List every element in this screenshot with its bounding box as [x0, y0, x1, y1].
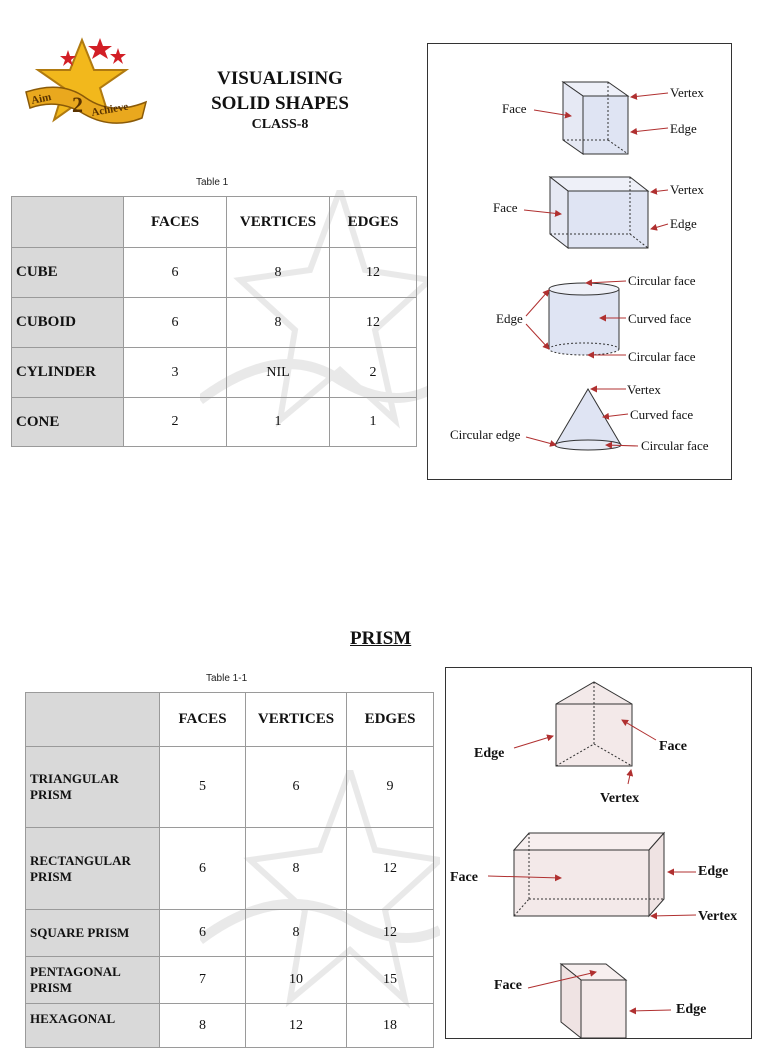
cylinder-circular-face-top-label: Circular face [628, 273, 696, 288]
cell-edges: 12 [347, 910, 434, 957]
cuboid-vertex-label: Vertex [670, 182, 704, 197]
cone-circular-edge-label: Circular edge [450, 427, 521, 442]
logo-text-achieve: Achieve [90, 100, 130, 119]
cone-diagram [450, 382, 709, 453]
rectangular-prism-vertex-label: Vertex [698, 909, 738, 924]
cell-edges: 18 [347, 1004, 434, 1048]
rectangular-prism-diagram [450, 833, 737, 924]
table-row [12, 398, 417, 447]
row-label-line2: PRISM [30, 787, 72, 802]
cube-edge-label: Edge [670, 121, 697, 136]
logo-text-two: 2 [72, 92, 83, 117]
table2-caption: Table 1-1 [206, 673, 248, 684]
row-label-cone: CONE [12, 398, 124, 447]
table-row [26, 910, 434, 957]
rectangular-prism-edge-label: Edge [698, 864, 729, 879]
row-label-cuboid: CUBOID [12, 298, 124, 348]
prism-section-heading: PRISM [350, 628, 412, 649]
table2-header-vertices: VERTICES [246, 693, 347, 747]
cylinder-diagram [496, 273, 696, 364]
row-label-line1: TRIANGULAR [30, 771, 119, 786]
table1-header-vertices: VERTICES [227, 197, 330, 248]
cell-faces: 6 [124, 248, 227, 298]
cell-vertices: 1 [227, 398, 330, 447]
table2-header-faces: FACES [160, 693, 246, 747]
cone-vertex-label: Vertex [627, 382, 661, 397]
cylinder-edge-label: Edge [496, 311, 523, 326]
row-label-line1: HEXAGONAL [30, 1011, 116, 1026]
cuboid-edge-label: Edge [670, 216, 697, 231]
square-prism-diagram [494, 964, 706, 1038]
cube-face-label: Face [502, 101, 527, 116]
cell-faces: 5 [160, 747, 246, 828]
cell-edges: 12 [330, 248, 417, 298]
cell-vertices: 8 [246, 828, 347, 910]
table-row [12, 298, 417, 348]
cell-edges: 9 [347, 747, 434, 828]
cell-vertices: 12 [246, 1004, 347, 1048]
row-label-line1: PENTAGONAL [30, 964, 121, 979]
cell-vertices: 8 [246, 910, 347, 957]
aim2achieve-logo [22, 32, 152, 132]
cell-faces: 7 [160, 957, 246, 1004]
cell-edges: 12 [330, 298, 417, 348]
cell-vertices: 10 [246, 957, 347, 1004]
solids-table [11, 196, 417, 447]
row-label-line1: SQUARE PRISM [30, 925, 130, 940]
row-label-cube: CUBE [12, 248, 124, 298]
cell-faces: 3 [124, 348, 227, 398]
table2-corner-cell [26, 693, 160, 747]
row-label-line1: RECTANGULAR [30, 852, 131, 868]
table2-header-edges: EDGES [347, 693, 434, 747]
table-row [26, 747, 434, 828]
page-title-line2: SOLID SHAPES [211, 93, 349, 114]
cell-edges: 2 [330, 348, 417, 398]
table-row [26, 957, 434, 1004]
table-row [26, 828, 434, 910]
row-label-line2: PRISM [30, 868, 72, 884]
table-row [12, 348, 417, 398]
cube-diagram [502, 82, 704, 154]
cell-faces: 2 [124, 398, 227, 447]
table-row [26, 1004, 434, 1048]
cylinder-curved-face-label: Curved face [628, 311, 692, 326]
row-label-line2: PRISM [30, 980, 72, 995]
cuboid-diagram [493, 177, 704, 248]
row-label-rectangular-prism [26, 828, 160, 910]
cuboid-face-label: Face [493, 200, 518, 215]
cone-circular-face-label: Circular face [641, 438, 709, 453]
cube-vertex-label: Vertex [670, 85, 704, 100]
page-title-line1: VISUALISING [217, 68, 343, 89]
row-label-hexagonal-prism [26, 1004, 160, 1048]
square-prism-face-label: Face [494, 978, 522, 993]
cell-faces: 6 [160, 910, 246, 957]
row-label-cylinder: CYLINDER [12, 348, 124, 398]
table1-caption: Table 1 [196, 177, 229, 188]
triangular-prism-vertex-label: Vertex [600, 791, 640, 806]
cell-vertices: 8 [227, 298, 330, 348]
cell-vertices: 8 [227, 248, 330, 298]
table1-header-faces: FACES [124, 197, 227, 248]
cell-faces: 6 [160, 828, 246, 910]
cell-edges: 15 [347, 957, 434, 1004]
triangular-prism-edge-label: Edge [474, 746, 505, 761]
triangular-prism-diagram [474, 682, 687, 806]
row-label-triangular-prism [26, 747, 160, 828]
page-subtitle: CLASS-8 [251, 117, 309, 132]
rectangular-prism-face-label: Face [450, 870, 478, 885]
cell-edges: 12 [347, 828, 434, 910]
square-prism-edge-label: Edge [676, 1002, 707, 1017]
table1-corner-cell [12, 197, 124, 248]
prisms-table [25, 692, 434, 1048]
row-label-square-prism [26, 910, 160, 957]
logo-text-aim: Aim [30, 91, 53, 107]
cell-edges: 1 [330, 398, 417, 447]
solids-figure [427, 43, 732, 480]
triangular-prism-face-label: Face [659, 739, 687, 754]
table-row [12, 248, 417, 298]
table1-header-edges: EDGES [330, 197, 417, 248]
cell-faces: 8 [160, 1004, 246, 1048]
cell-faces: 6 [124, 298, 227, 348]
cone-curved-face-label: Curved face [630, 407, 694, 422]
prisms-figure [445, 667, 752, 1039]
cylinder-circular-face-bottom-label: Circular face [628, 349, 696, 364]
cell-vertices: 6 [246, 747, 347, 828]
row-label-pentagonal-prism [26, 957, 160, 1004]
cell-vertices: NIL [227, 348, 330, 398]
